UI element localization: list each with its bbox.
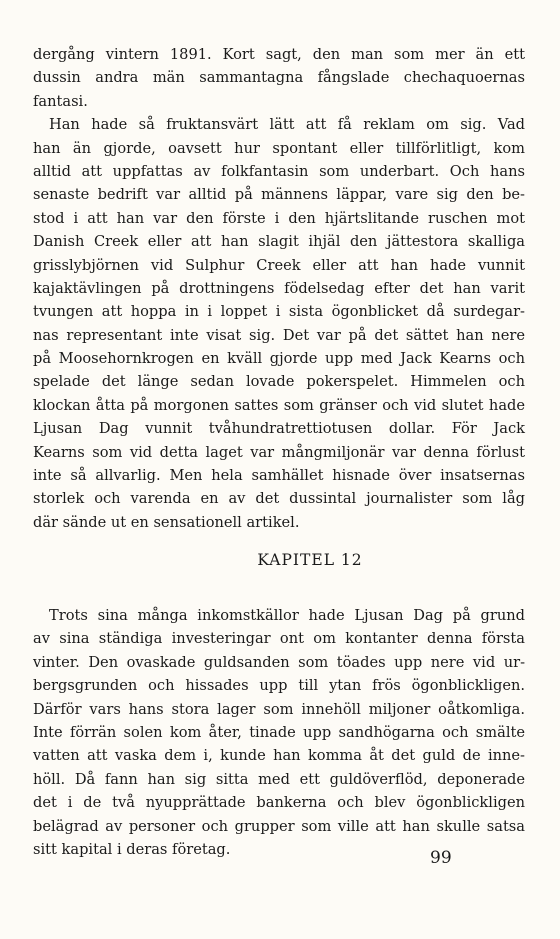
text-line: sitt kapital i deras företag. bbox=[33, 840, 231, 858]
text-line: alltid att uppfattas av folkfantasin som underbart. Och hans bbox=[33, 162, 525, 180]
text-line: han än gjorde, oavsett hur spontant eller tillförlitligt, kom bbox=[33, 139, 525, 157]
text-line: spelade det länge sedan lovade pokerspelet. Himmelen och bbox=[33, 373, 525, 391]
text-line: klockan åtta på morgonen sattes som gränser och vid slutet hade bbox=[33, 396, 525, 414]
text-line: belägrad av personer och grupper som ville att han skulle satsa bbox=[33, 817, 525, 835]
text-line: fantasi. bbox=[33, 92, 88, 110]
text-line: senaste bedrift var alltid på männens läppar, vare sig den be- bbox=[33, 186, 525, 204]
text-line: stod i att han var den förste i den hjärtslitande ruschen mot bbox=[33, 209, 525, 227]
text-line: vatten att vaska dem i, kunde han komma åt det guld de inne- bbox=[33, 747, 525, 765]
text-line: dergång vintern 1891. Kort sagt, den man som mer än ett bbox=[33, 46, 525, 63]
text-line: bergsgrunden och hissades upp till ytan frös ögonblickligen. bbox=[33, 677, 525, 695]
page-number: 99 bbox=[430, 848, 452, 868]
paragraph-start-line: Han hade så fruktansvärt lätt att få reklam om sig. Vad bbox=[49, 116, 525, 134]
text-line: dussin andra män sammantagna fångslade chechaquoernas bbox=[33, 69, 525, 87]
text-line: Danish Creek eller att han slagit ihjäl den jättestora skalliga bbox=[33, 233, 525, 251]
text-line: tvungen att hoppa in i loppet i sista ögonblicket då surdegar- bbox=[33, 303, 525, 321]
text-line: vinter. Den ovaskade guldsanden som töades upp nere vid ur- bbox=[33, 653, 525, 671]
top-text-block bbox=[33, 43, 525, 534]
text-line: av sina ständiga investeringar ont om kontanter denna första bbox=[33, 630, 525, 648]
text-line: Ljusan Dag vunnit tvåhundratrettiotusen dollar. För Jack bbox=[33, 420, 525, 438]
text-line: inte så allvarlig. Men hela samhället hisnade över insatsernas bbox=[33, 467, 525, 485]
paragraph-start-line: Trots sina många inkomstkällor hade Ljusan Dag på grund bbox=[49, 607, 525, 624]
chapter-heading: KAPITEL 12 bbox=[257, 551, 363, 569]
text-line: där sände ut en sensationell artikel. bbox=[33, 513, 300, 531]
text-line: kajaktävlingen på drottningens födelsedag efter det han varit bbox=[33, 279, 525, 297]
text-line: nas representant inte visat sig. Det var på det sättet han nere bbox=[33, 326, 525, 344]
text-line: Därför vars hans stora lager som innehöll miljoner oåtkomliga. bbox=[33, 700, 525, 718]
text-line: det i de två nyupprättade bankerna och blev ögonblickligen bbox=[33, 794, 525, 812]
text-line: Inte förrän solen kom åter, tinade upp sandhögarna och smälte bbox=[33, 723, 525, 741]
text-line: grisslybjörnen vid Sulphur Creek eller att han hade vunnit bbox=[33, 256, 525, 274]
text-line: på Moosehornkrogen en kväll gjorde upp med Jack Kearns och bbox=[33, 350, 525, 368]
text-line: Kearns som vid detta laget var mångmiljonär var denna förlust bbox=[33, 443, 525, 461]
text-line: storlek och varenda en av det dussintal journalister som låg bbox=[33, 490, 525, 508]
bottom-text-block bbox=[33, 604, 525, 861]
text-line: höll. Då fann han sig sitta med ett guldöverflöd, deponerade bbox=[33, 770, 525, 788]
